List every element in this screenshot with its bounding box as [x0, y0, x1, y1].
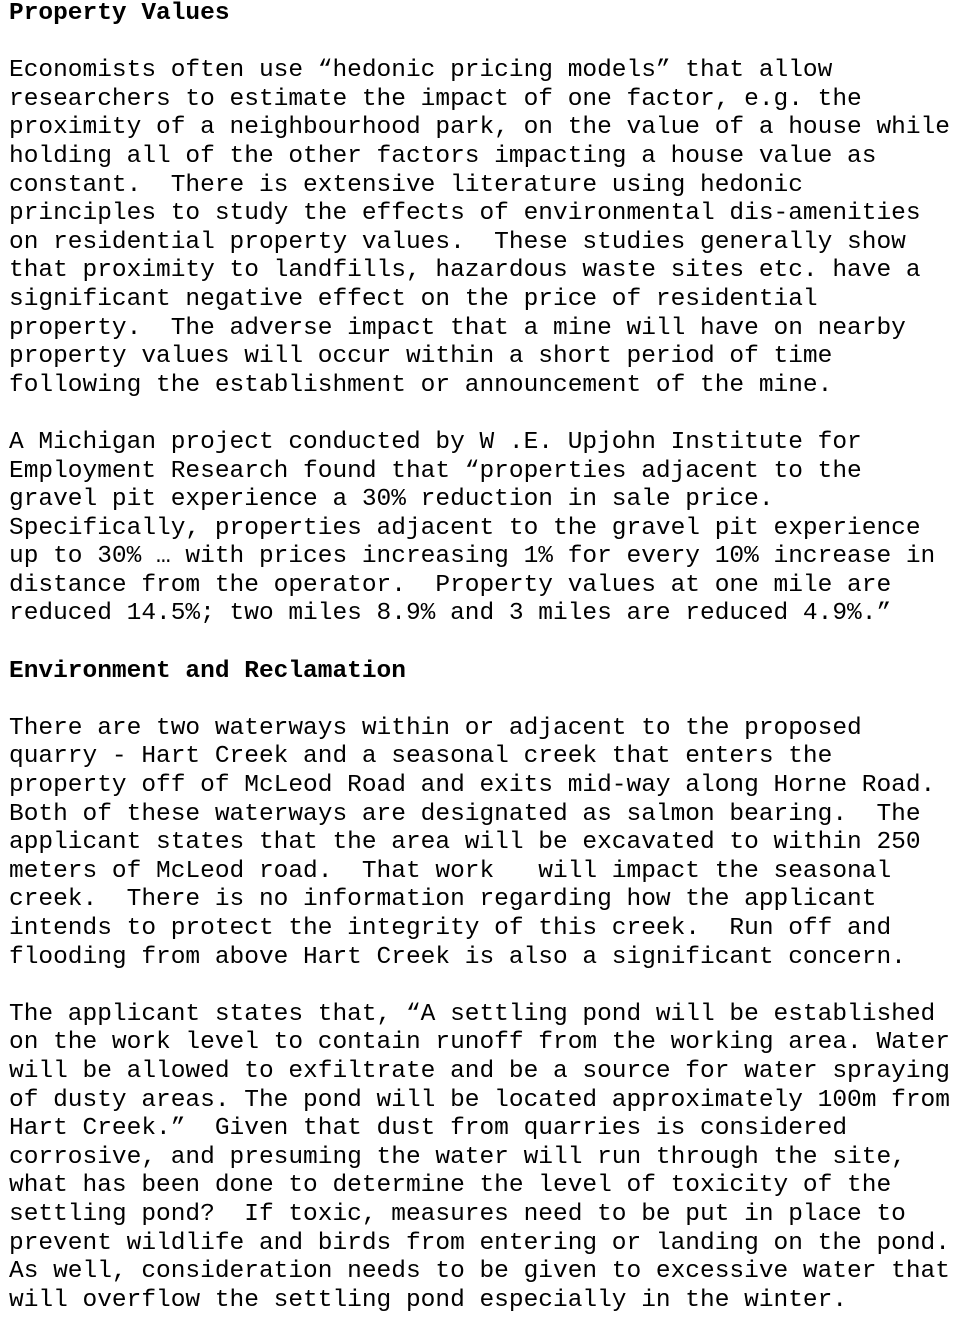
spacer	[9, 400, 973, 429]
text-line: holding all of the other factors impacting a house value as	[9, 142, 877, 170]
text-line: will overflow the settling pond especially in the winter.	[9, 1286, 848, 1314]
text-line: There are two waterways within or adjacent to the proposed	[9, 714, 862, 742]
spacer	[9, 629, 973, 658]
text-line: quarry - Hart Creek and a seasonal creek that enters the	[9, 743, 833, 771]
text-line: prevent wildlife and birds from entering or landing on the pond.	[9, 1229, 950, 1257]
spacer	[9, 29, 973, 58]
text-line: intends to protect the integrity of this creek. Run off and	[9, 915, 892, 942]
text-line: significant negative effect on the price of residential	[9, 285, 818, 313]
text-line: Specifically, properties adjacent to the gravel pit experience	[9, 514, 921, 542]
text-line: of dusty areas. The pond will be located approximately 100m from	[9, 1086, 950, 1114]
paragraph-settling-pond	[9, 1001, 973, 1316]
text-line: distance from the operator. Property values at one mile are	[9, 571, 892, 599]
spacer	[9, 972, 973, 1001]
text-line: applicant states that the area will be excavated to within 250	[9, 829, 921, 857]
paragraph-michigan-project	[9, 429, 973, 629]
text-line: A Michigan project conducted by W .E. Upjohn Institute for	[9, 428, 862, 456]
text-line: that proximity to landfills, hazardous waste sites etc. have a	[9, 257, 921, 285]
text-line: flooding from above Hart Creek is also a significant concern.	[9, 943, 906, 971]
text-line: researchers to estimate the impact of one factor, e.g. the	[9, 85, 862, 113]
text-line: corrosive, and presuming the water will run through the site,	[9, 1143, 906, 1171]
text-line: The applicant states that, “A settling pond will be established	[9, 1000, 936, 1028]
text-line: proximity of a neighbourhood park, on the value of a house while	[9, 114, 950, 142]
spacer	[9, 686, 973, 715]
text-line: constant. There is extensive literature using hedonic	[9, 171, 803, 199]
text-line: following the establishment or announcement of the mine.	[9, 371, 833, 399]
text-line: Hart Creek.” Given that dust from quarries is considered	[9, 1115, 848, 1143]
paragraph-hedonic-pricing	[9, 57, 973, 400]
text-line: on the work level to contain runoff from the working area. Water	[9, 1029, 950, 1057]
text-line: property values will occur within a short period of time	[9, 343, 833, 371]
text-line: will be allowed to exfiltrate and be a source for water spraying	[9, 1057, 950, 1085]
text-line: up to 30% … with prices increasing 1% for every 10% increase in	[9, 543, 936, 571]
text-line: Employment Research found that “properties adjacent to the	[9, 457, 862, 485]
text-line: on residential property values. These studies generally show	[9, 228, 906, 256]
section-heading-environment-reclamation: Environment and Reclamation	[9, 657, 406, 685]
text-line: what has been done to determine the level of toxicity of the	[9, 1172, 892, 1200]
text-line: gravel pit experience a 30% reduction in sale price.	[9, 486, 774, 514]
text-line: principles to study the effects of environmental dis-amenities	[9, 200, 921, 228]
text-line: property. The adverse impact that a mine will have on nearby	[9, 314, 906, 342]
paragraph-waterways	[9, 715, 973, 972]
text-line: Economists often use “hedonic pricing models” that allow	[9, 57, 833, 85]
text-line: Both of these waterways are designated as salmon bearing. The	[9, 800, 921, 828]
text-line: reduced 14.5%; two miles 8.9% and 3 miles are reduced 4.9%.”	[9, 600, 892, 628]
text-line: meters of McLeod road. That work will impact the seasonal	[9, 857, 892, 885]
text-line: settling pond? If toxic, measures need to be put in place to	[9, 1200, 906, 1228]
text-line: property off of McLeod Road and exits mid-way along Horne Road.	[9, 772, 936, 800]
section-heading-property-values: Property Values	[9, 0, 230, 27]
text-line: As well, consideration needs to be given to excessive water that	[9, 1258, 950, 1286]
text-line: creek. There is no information regarding how the applicant	[9, 886, 877, 914]
